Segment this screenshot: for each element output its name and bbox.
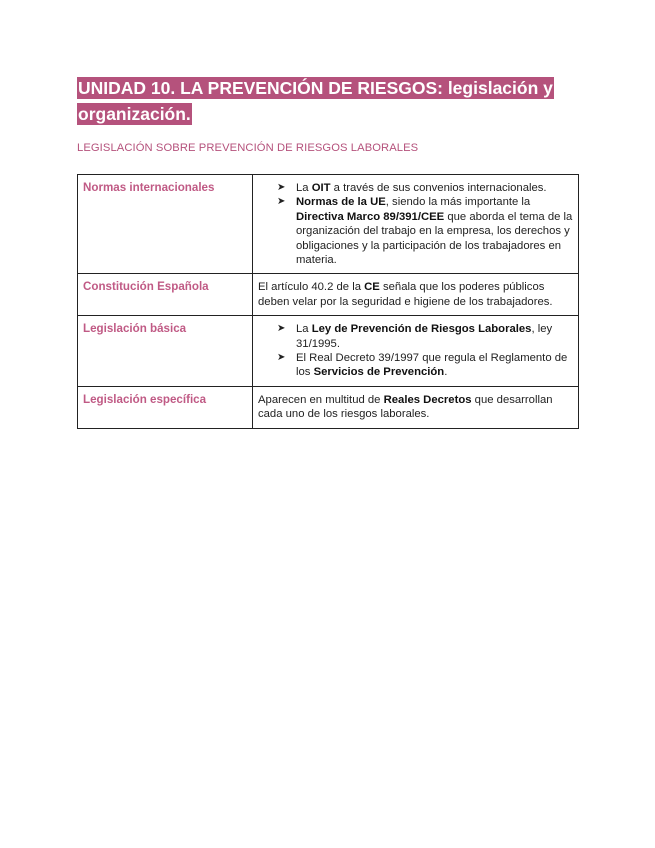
- list-item: [277, 351, 573, 380]
- table-row: [78, 386, 579, 428]
- bold-text: Directiva Marco 89/391/CEE: [296, 210, 445, 223]
- table-row: [78, 274, 579, 316]
- list-item: [277, 195, 573, 267]
- bullet-list: [258, 322, 573, 380]
- arrowhead-bullet-icon: ➤: [277, 323, 286, 335]
- row-content: [253, 386, 579, 428]
- page-title: [77, 75, 577, 127]
- table-row: [78, 175, 579, 274]
- text-run: , ley 31/1995.: [296, 323, 553, 350]
- row-label: Legislación básica: [78, 316, 253, 387]
- text-run: a través de sus convenios internacionales.: [330, 182, 547, 194]
- row-label: Legislación específica: [78, 386, 253, 428]
- bold-text: Normas de la UE: [296, 196, 386, 209]
- bold-text: OIT: [311, 182, 331, 194]
- list-item: [277, 322, 573, 351]
- text-run: que desarrollan cada uno de los riesgos laborales.: [258, 393, 553, 421]
- arrowhead-bullet-icon: ➤: [277, 182, 286, 193]
- text-run: El artículo 40.2 de la: [258, 281, 365, 294]
- page-title-text: UNIDAD 10. LA PREVENCIÓN DE RIESGOS: legislación y organización.: [78, 78, 553, 124]
- row-content: [253, 175, 579, 274]
- text-run: , siendo la más importante la: [385, 196, 531, 209]
- text-run: señala que los poderes públicos deben velar por la seguridad e higiene de los trabajadores.: [258, 281, 553, 308]
- bold-text: Servicios de Prevención: [313, 366, 445, 379]
- text-run: Aparecen en multitud de: [258, 393, 384, 406]
- section-subtitle: LEGISLACIÓN SOBRE PREVENCIÓN DE RIESGOS LABORALES: [77, 142, 419, 154]
- bold-text: CE: [364, 281, 380, 294]
- text-run: La: [296, 323, 312, 336]
- bullet-list: [258, 181, 573, 267]
- row-content: [253, 316, 579, 387]
- arrowhead-bullet-icon: ➤: [277, 352, 286, 364]
- row-label: Constitución Española: [78, 274, 253, 316]
- bold-text: Ley de Prevención de Riesgos Laborales: [311, 323, 532, 336]
- legislation-table: [77, 174, 579, 429]
- table-row: [78, 316, 579, 387]
- text-run: El Real Decreto 39/1997 que regula el Reglamento de los: [296, 352, 568, 379]
- arrowhead-bullet-icon: ➤: [277, 196, 286, 208]
- text-run: que aborda el tema de la organización del trabajo en la empresa, los derechos y obligaciones y la participación de los trabajadores en materia.: [296, 210, 573, 267]
- bold-text: Reales Decretos: [383, 393, 472, 406]
- text-run: .: [444, 366, 448, 379]
- row-content: [253, 274, 579, 316]
- row-label: Normas internacionales: [78, 175, 253, 274]
- list-item: [277, 181, 573, 195]
- text-run: La: [296, 182, 312, 194]
